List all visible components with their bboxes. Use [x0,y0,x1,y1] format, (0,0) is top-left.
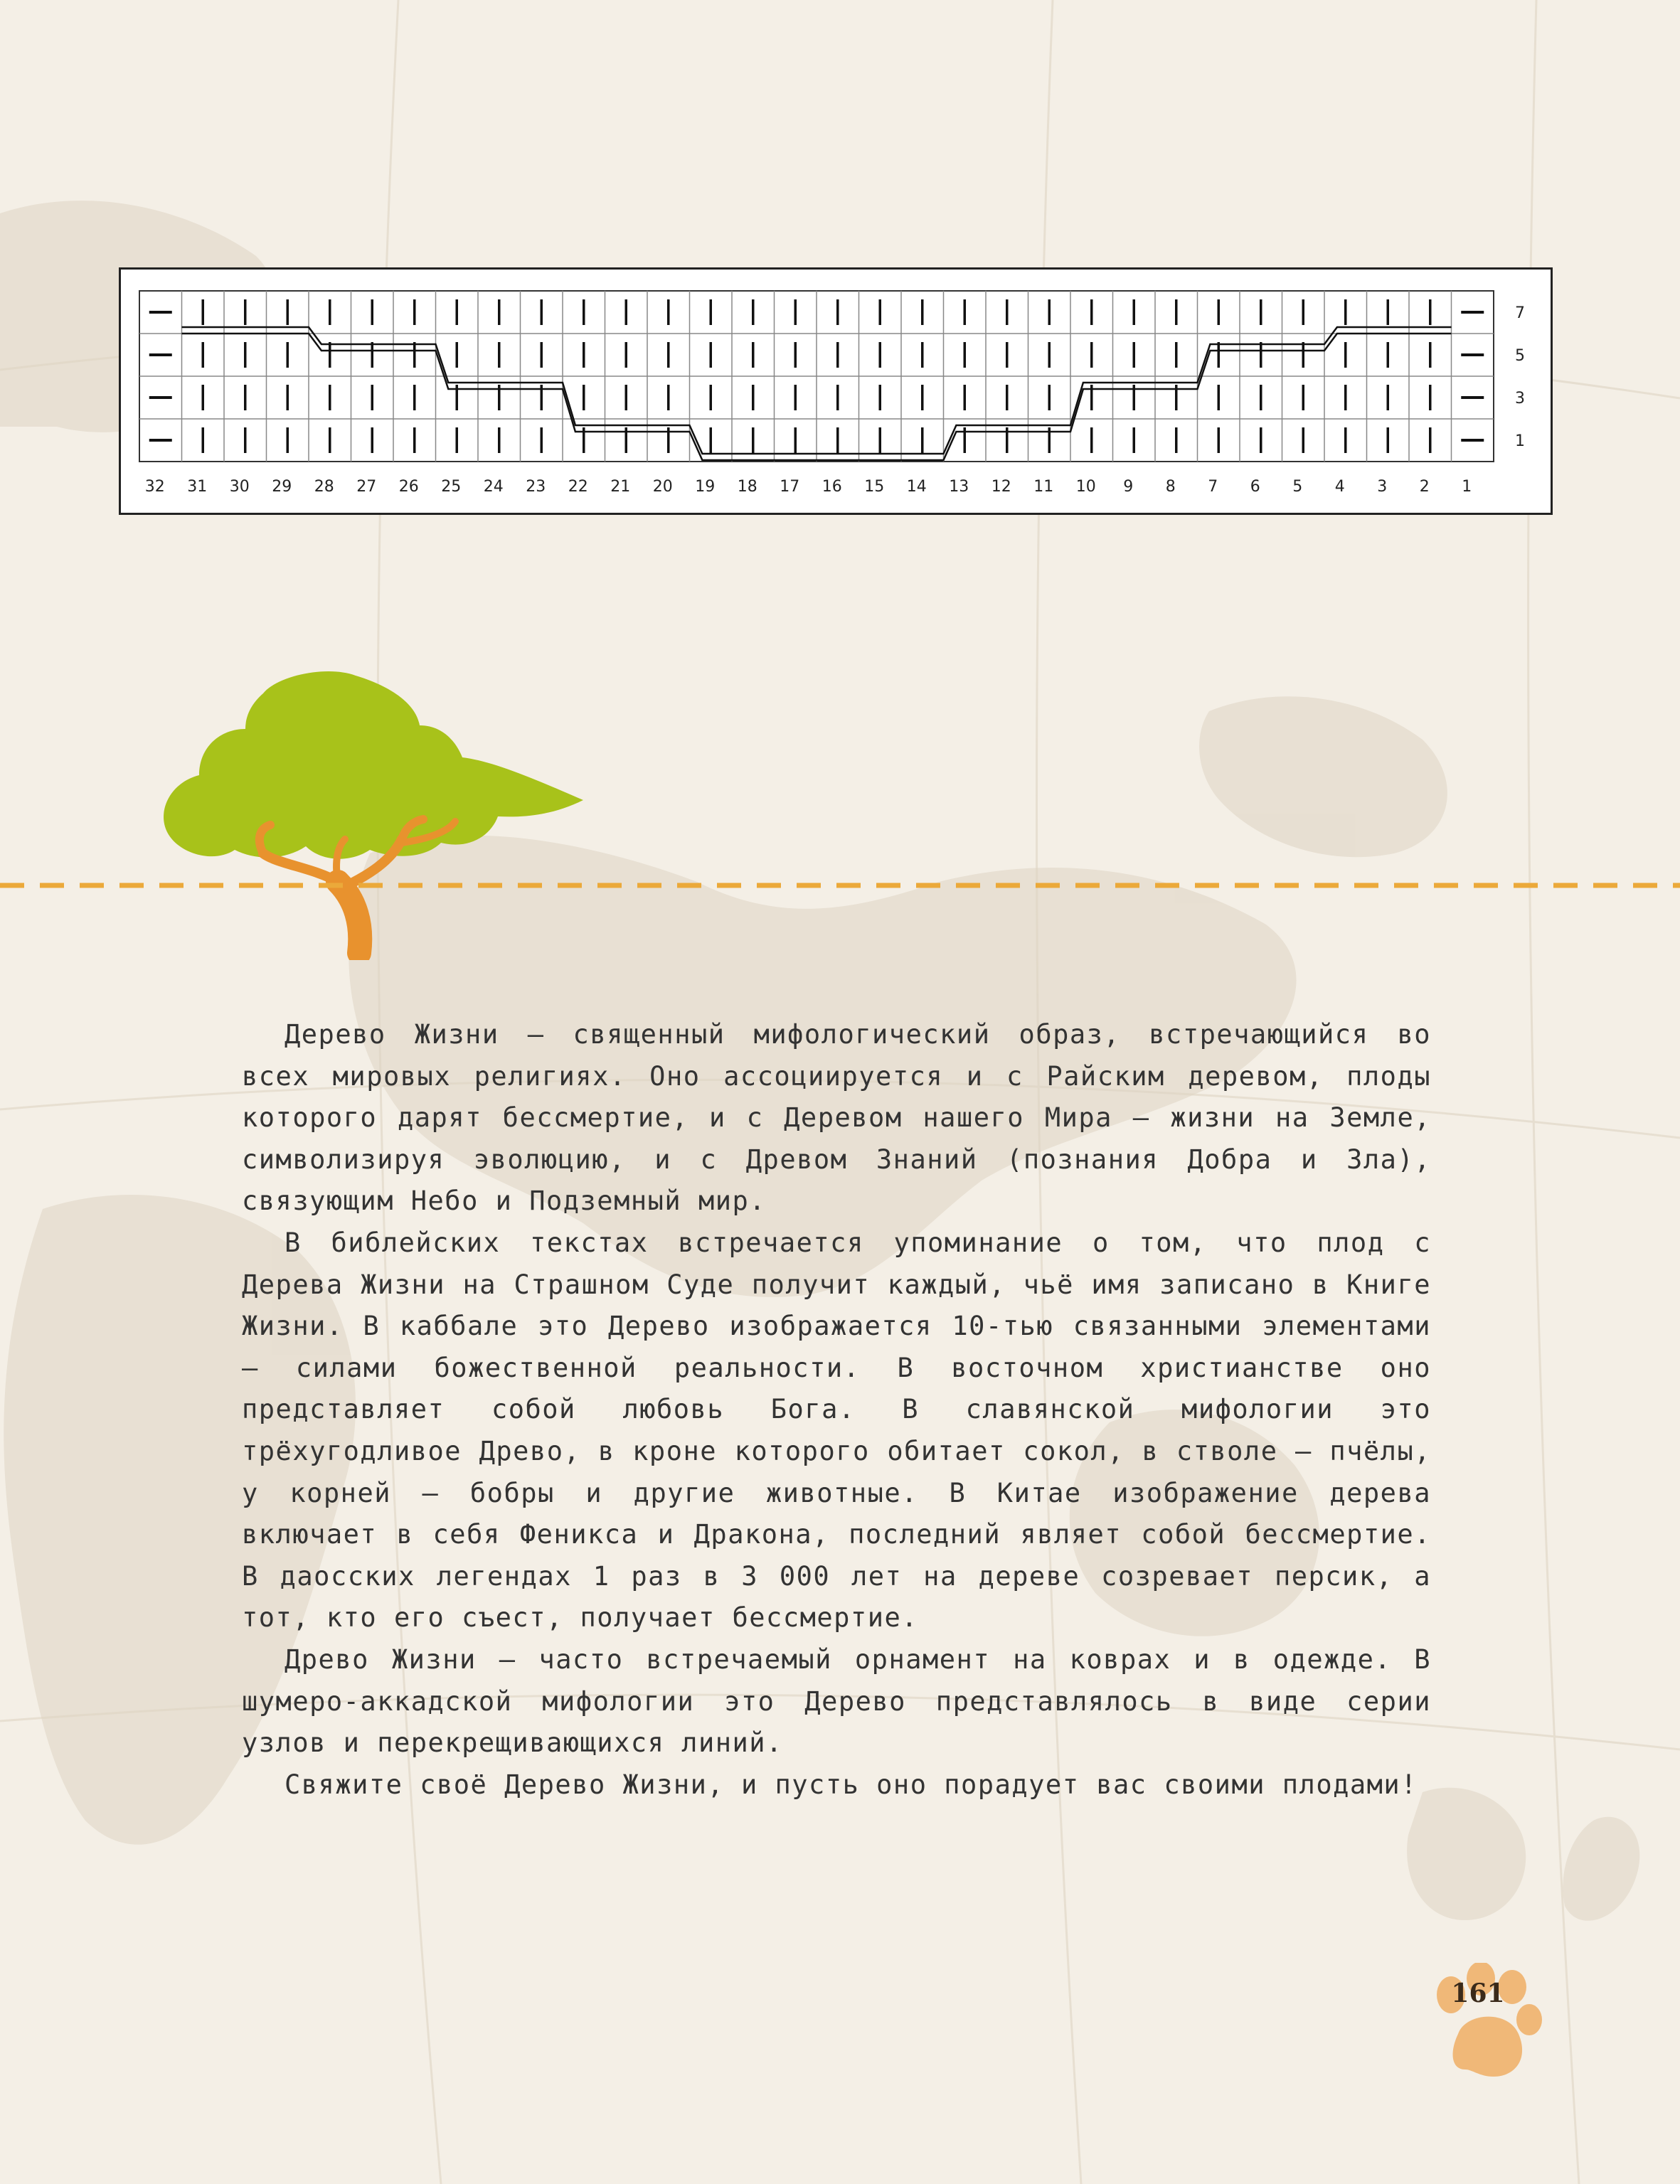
row-number-label: 5 [1515,347,1525,365]
stitch-number-label: 9 [1123,478,1134,496]
stitch-number-label: 17 [780,478,800,496]
paragraph: В библейских текстах встречается упоминание о том, что плод с Дерева Жизни на Страшном Суде получит каждый, чьё имя записано в Книге Жизни. В каббале это Дерево изображается 10-тью связанными элементами – силами божественной реальности. В восточном христианстве оно представляет собой любовь Бога. В славянской мифологии это трёхугодливое Древо, в кроне которого обитает сокол, в стволе – пчёлы, у корней – бобры и другие животные. В Китае изображение дерева включает в себя Феникса и Дракона, последний являет собой бессмертие. В даосских легендах 1 раз в 3 000 лет на дереве созревает персик, а тот, кто его съест, получает бессмертие. [242,1227,1431,1634]
stitch-number-label: 27 [356,478,377,496]
row-number-label: 7 [1515,304,1525,322]
stitch-number-label: 1 [1462,478,1472,496]
stitch-number-label: 28 [314,478,334,496]
article-text [242,1014,1431,1806]
stitch-number-label: 24 [483,478,504,496]
paragraph: Дерево Жизни – священный мифологический образ, встречающийся во всех мировых религиях. Оно ассоциируется и с Райским деревом, плоды которого дарят бессмертие, и с Деревом нашего Мира – жизни на Земле, символизируя эволюцию, и с Древом Знаний (познания Добра и Зла), связующим Небо и Подземный мир. [242,1019,1431,1217]
paragraph: Древо Жизни – часто встречаемый орнамент на коврах и в одежде. В шумеро-аккадской мифологии это Дерево представлялось в виде серии узлов и перекрещивающихся линий. [242,1644,1431,1759]
stitch-number-label: 26 [398,478,419,496]
stitch-number-label: 12 [991,478,1011,496]
stitch-number-label: 31 [187,478,208,496]
stitch-number-label: 20 [652,478,673,496]
paragraph: Свяжите своё Дерево Жизни, и пусть оно порадует вас своими плодами! [285,1769,1418,1800]
stitch-number-label: 11 [1033,478,1054,496]
stitch-number-label: 5 [1292,478,1303,496]
stitch-number-label: 21 [610,478,631,496]
knitting-chart-svg [121,270,1551,513]
row-number-label: 3 [1515,390,1525,407]
stitch-number-label: 23 [526,478,546,496]
stitch-number-label: 10 [1075,478,1096,496]
stitch-number-label: 4 [1334,478,1345,496]
stitch-number-label: 14 [906,478,927,496]
knitting-chart [119,267,1553,515]
stitch-number-label: 22 [568,478,588,496]
tree-crown [164,671,583,859]
stitch-number-label: 30 [229,478,250,496]
stitch-number-label: 2 [1419,478,1430,496]
stitch-number-label: 15 [864,478,885,496]
stitch-number-label: 8 [1165,478,1176,496]
stitch-number-label: 25 [441,478,462,496]
stitch-number-label: 32 [144,478,165,496]
stitch-number-label: 3 [1377,478,1388,496]
stitch-number-label: 7 [1208,478,1218,496]
row-number-label: 1 [1515,432,1525,450]
stitch-number-label: 29 [272,478,292,496]
stitch-number-label: 18 [737,478,757,496]
tree-icon [156,661,597,960]
stitch-number-label: 6 [1250,478,1260,496]
dashed-divider [0,880,1680,890]
stitch-number-label: 16 [822,478,842,496]
stitch-number-label: 13 [949,478,969,496]
stitch-number-label: 19 [695,478,716,496]
page-number: 161 [1451,1978,1505,2008]
